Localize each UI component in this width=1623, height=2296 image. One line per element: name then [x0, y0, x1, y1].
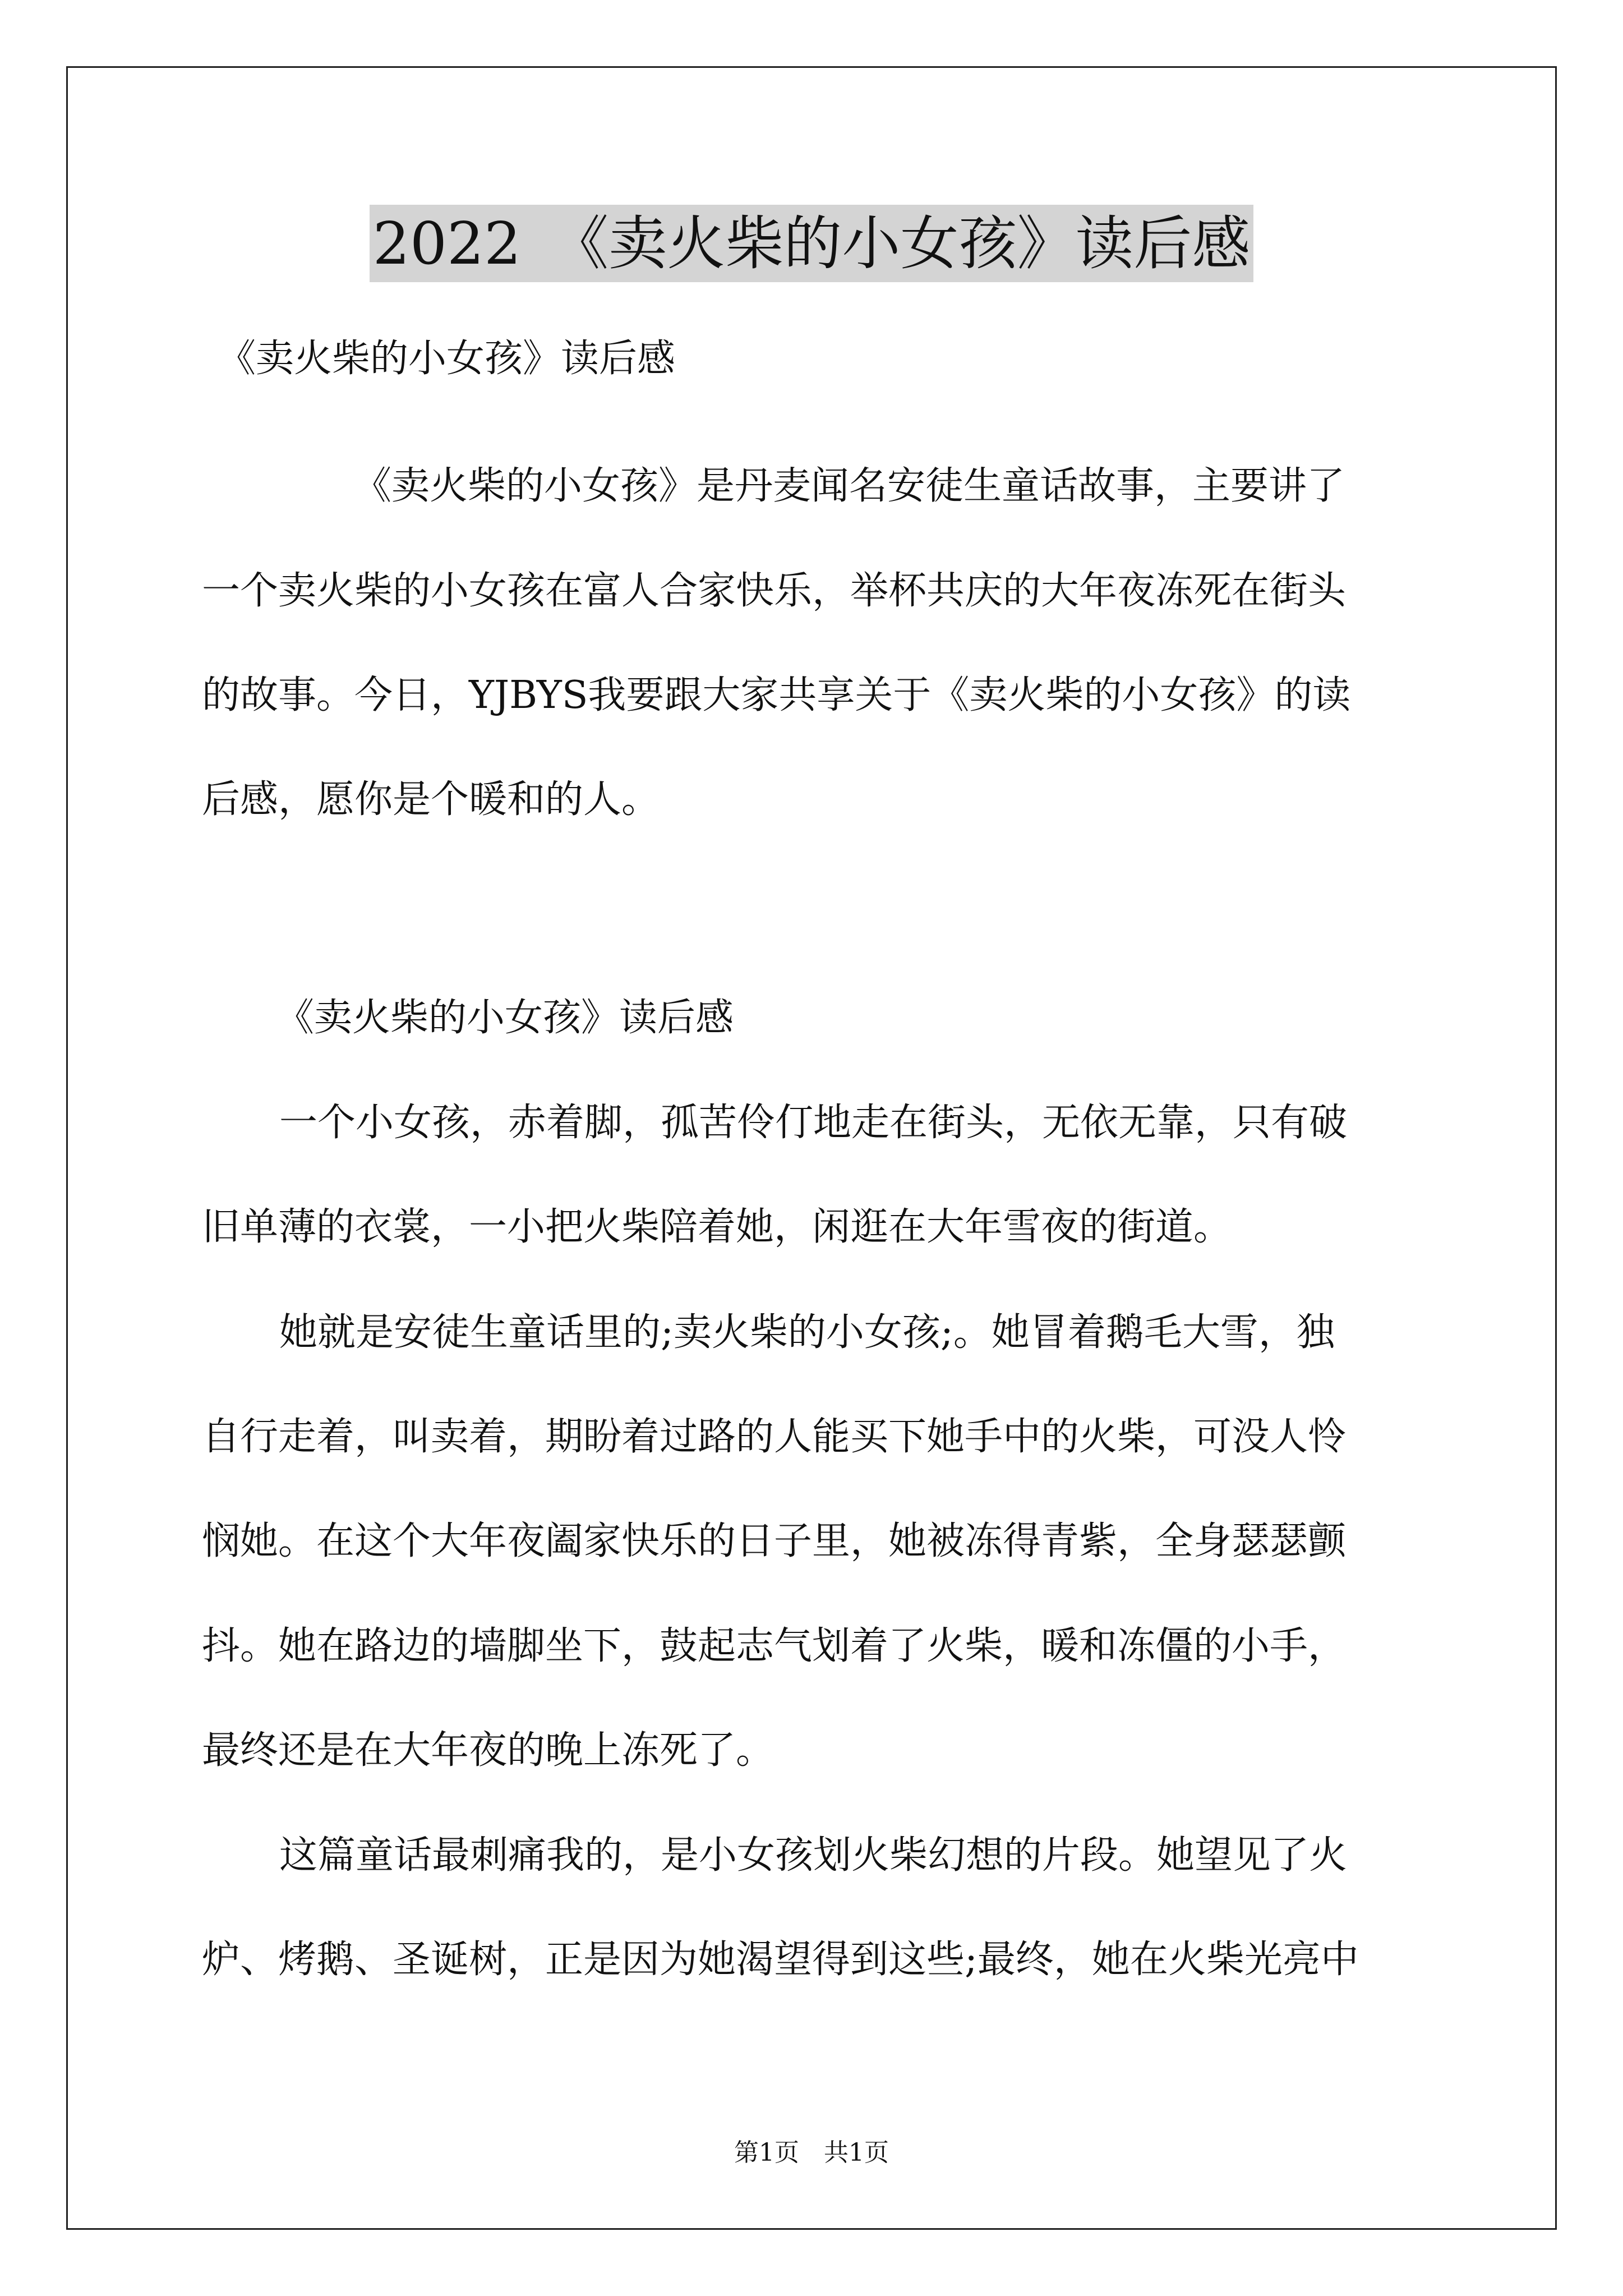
paragraph-line: 她就是安徒生童话里的;卖火柴的小女孩;。她冒着鹅毛大雪，独: [279, 1310, 1335, 1355]
page-footer: 第1页 共1页: [734, 2138, 889, 2167]
paragraph-line: 最终还是在大年夜的晚上冻死了。: [202, 1728, 774, 1773]
paragraph-line: 的故事。今日，YJBYS我要跟大家共享关于《卖火柴的小女孩》的读: [202, 673, 1351, 717]
paragraph-line: 一个卖火柴的小女孩在富人合家快乐，举杯共庆的大年夜冻死在街头: [202, 569, 1347, 613]
document-title: 2022 《卖火柴的小女孩》读后感: [370, 205, 1254, 282]
paragraph-line: 炉、烤鹅、圣诞树，正是因为她渴望得到这些;最终，她在火柴光亮中: [202, 1938, 1359, 1982]
paragraph-line: 这篇童话最刺痛我的，是小女孩划火柴幻想的片段。她望见了火: [279, 1833, 1348, 1878]
subtitle-line: 《卖火柴的小女孩》读后感: [218, 337, 676, 381]
paragraph-line: 旧单薄的衣裳，一小把火柴陪着她，闲逛在大年雪夜的街道。: [202, 1205, 1232, 1249]
section-heading: 《卖火柴的小女孩》读后感: [276, 996, 734, 1040]
paragraph-line: 一个小女孩，赤着脚，孤苦伶仃地走在街头，无依无靠，只有破: [279, 1101, 1348, 1145]
title-container: [0, 205, 1623, 282]
paragraph-line: 悯她。在这个大年夜阖家快乐的日子里，她被冻得青紫，全身瑟瑟颤: [202, 1519, 1347, 1563]
page-border: [66, 66, 1557, 2230]
paragraph-line: 《卖火柴的小女孩》是丹麦闻名安徒生童话故事，主要讲了: [353, 464, 1345, 508]
paragraph-line: 后感，愿你是个暖和的人。: [202, 777, 660, 822]
paragraph-line: 自行走着，叫卖着，期盼着过路的人能买下她手中的火柴，可没人怜: [202, 1415, 1347, 1459]
paragraph-line: 抖。她在路边的墙脚坐下，鼓起志气划着了火柴，暖和冻僵的小手，: [202, 1624, 1347, 1668]
